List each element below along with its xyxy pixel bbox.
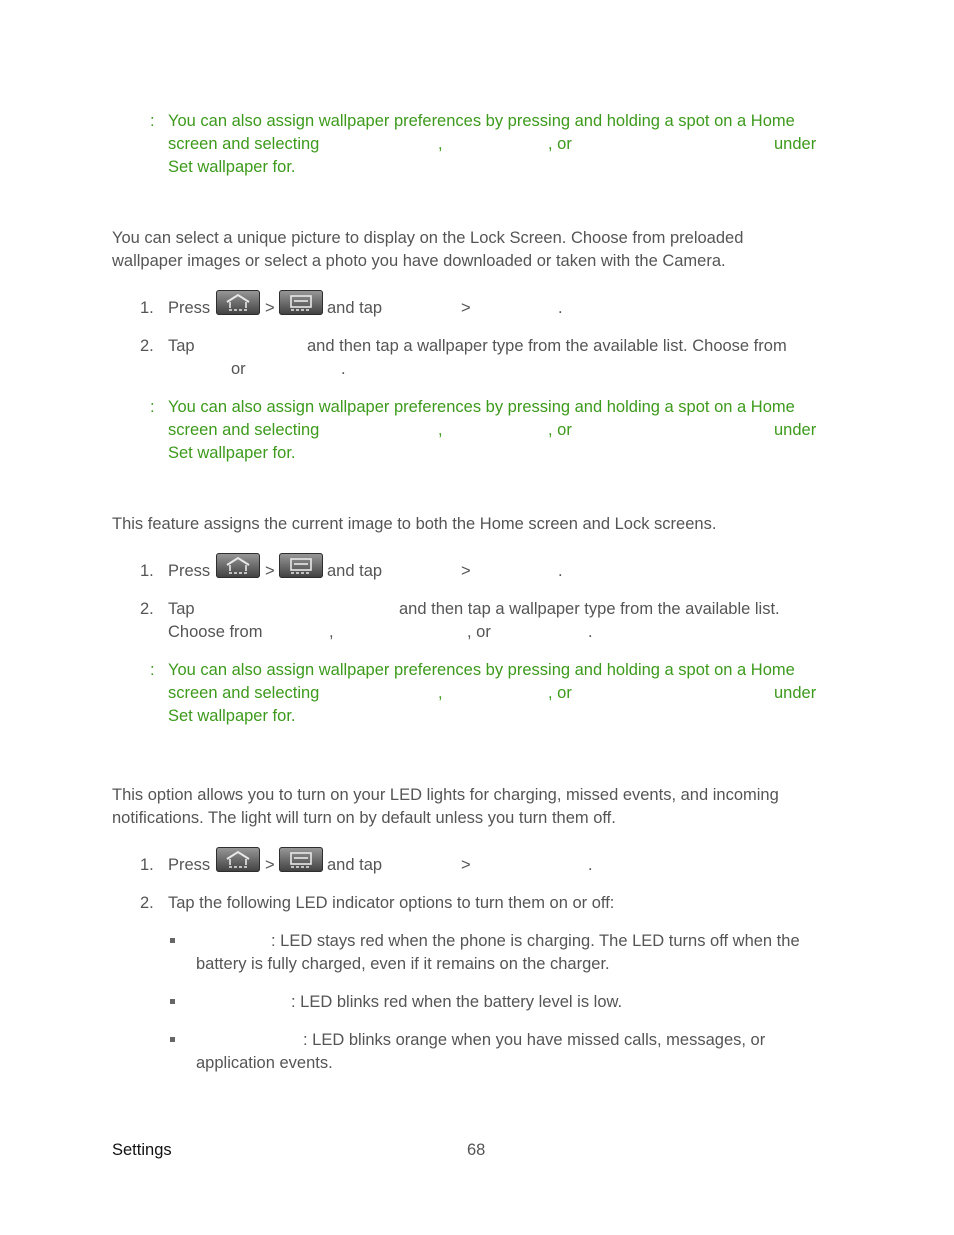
- paragraph-line: This option allows you to turn on your LED lights for charging, missed events, and incoming: [112, 786, 779, 804]
- bullet-text: application events.: [196, 1054, 333, 1072]
- step-text: Press: [168, 562, 211, 580]
- step-text: .: [558, 562, 563, 580]
- step-text: Tap: [168, 600, 195, 618]
- step-text: and tap: [327, 299, 383, 317]
- step-text: >: [265, 562, 275, 580]
- menu-key-icon: [279, 847, 323, 872]
- tip-colon: :: [150, 661, 155, 679]
- step-text: >: [265, 856, 275, 874]
- step-text: , or: [467, 623, 491, 641]
- tip-text-line: You can also assign wallpaper preferences by pressing and holding a spot on a Home: [168, 112, 795, 130]
- tip-comma: ,: [438, 135, 443, 153]
- step-text: .: [341, 360, 346, 378]
- footer-section-name: Settings: [112, 1141, 172, 1159]
- step-number: 2.: [140, 600, 154, 618]
- tip-or: , or: [548, 421, 572, 439]
- step-text: Press: [168, 856, 211, 874]
- tip-text-line: Set wallpaper for.: [168, 158, 296, 176]
- paragraph-line: This feature assigns the current image to both the Home screen and Lock screens.: [112, 515, 717, 533]
- menu-key-icon: [279, 290, 323, 315]
- bullet-text: : LED blinks red when the battery level is low.: [291, 993, 623, 1011]
- step-text: Choose from: [168, 623, 263, 641]
- tip-text-line: You can also assign wallpaper preferences by pressing and holding a spot on a Home: [168, 661, 795, 679]
- tip-text-line: You can also assign wallpaper preferences by pressing and holding a spot on a Home: [168, 398, 795, 416]
- home-key-icon: [216, 553, 260, 578]
- tip-comma: ,: [438, 684, 443, 702]
- tip-colon: :: [150, 112, 155, 130]
- bullet-marker: [170, 938, 175, 943]
- step-number: 1.: [140, 562, 154, 580]
- tip-under: under: [774, 421, 817, 439]
- paragraph-line: You can select a unique picture to display on the Lock Screen. Choose from preloaded: [112, 229, 744, 247]
- tip-under: under: [774, 135, 817, 153]
- step-text: >: [265, 299, 275, 317]
- step-text: and then tap a wallpaper type from the available list.: [399, 600, 780, 618]
- step-text: and tap: [327, 856, 383, 874]
- home-key-icon: [216, 847, 260, 872]
- step-text: .: [588, 856, 593, 874]
- tip-text-line: screen and selecting: [168, 421, 320, 439]
- bullet-text: battery is fully charged, even if it remains on the charger.: [196, 955, 610, 973]
- tip-text-line: Set wallpaper for.: [168, 707, 296, 725]
- tip-under: under: [774, 684, 817, 702]
- tip-comma: ,: [438, 421, 443, 439]
- step-text: and tap: [327, 562, 383, 580]
- step-text: .: [588, 623, 593, 641]
- tip-or: , or: [548, 684, 572, 702]
- menu-key-icon: [279, 553, 323, 578]
- step-text: or: [231, 360, 246, 378]
- bullet-text: : LED stays red when the phone is charging. The LED turns off when the: [271, 932, 800, 950]
- bullet-marker: [170, 1037, 175, 1042]
- step-number: 2.: [140, 337, 154, 355]
- step-text: ,: [329, 623, 334, 641]
- page-number: 68: [467, 1141, 486, 1159]
- bullet-marker: [170, 999, 175, 1004]
- step-text: Tap the following LED indicator options to turn them on or off:: [168, 894, 615, 912]
- step-text: and then tap a wallpaper type from the available list. Choose from: [307, 337, 787, 355]
- home-key-icon: [216, 290, 260, 315]
- tip-text-line: Set wallpaper for.: [168, 444, 296, 462]
- tip-text-line: screen and selecting: [168, 135, 320, 153]
- bullet-text: : LED blinks orange when you have missed calls, messages, or: [303, 1031, 766, 1049]
- paragraph-line: wallpaper images or select a photo you have downloaded or taken with the Camera.: [112, 252, 726, 270]
- tip-or: , or: [548, 135, 572, 153]
- step-text: >: [461, 562, 471, 580]
- tip-text-line: screen and selecting: [168, 684, 320, 702]
- step-text: .: [558, 299, 563, 317]
- paragraph-line: notifications. The light will turn on by default unless you turn them off.: [112, 809, 616, 827]
- tip-colon: :: [150, 398, 155, 416]
- step-number: 2.: [140, 894, 154, 912]
- step-text: >: [461, 299, 471, 317]
- step-text: Tap: [168, 337, 195, 355]
- step-number: 1.: [140, 299, 154, 317]
- step-number: 1.: [140, 856, 154, 874]
- step-text: Press: [168, 299, 211, 317]
- step-text: >: [461, 856, 471, 874]
